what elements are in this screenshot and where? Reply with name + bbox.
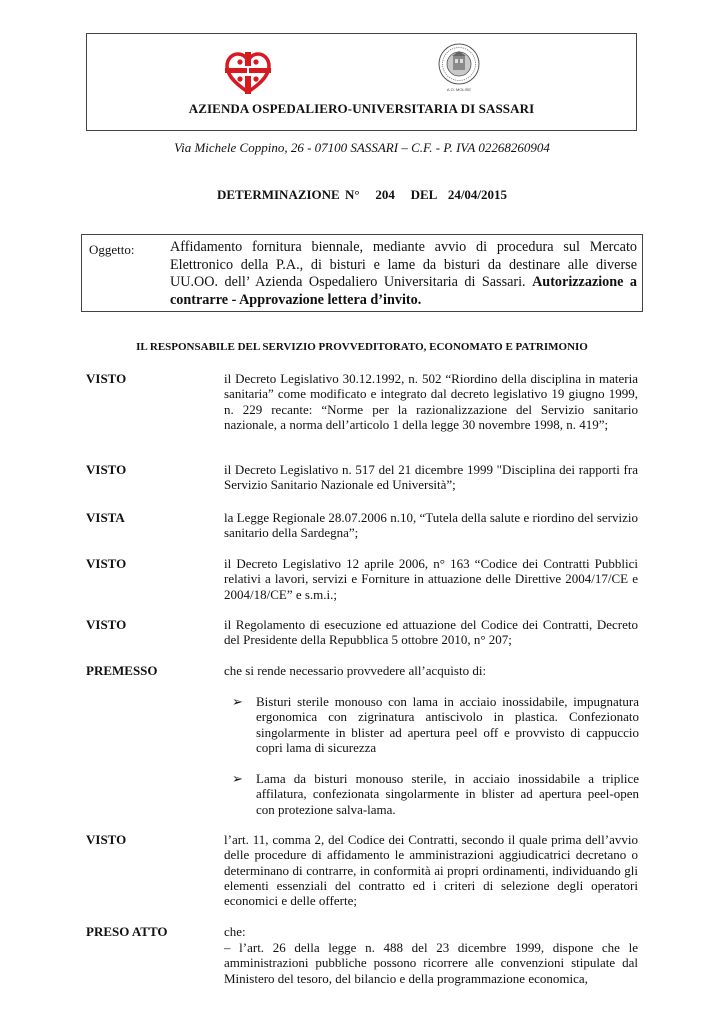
- section-text-preso-atto: che:: [224, 924, 246, 939]
- section-text-vista: la Legge Regionale 28.07.2006 n.10, “Tutela della salute e riordino del servizio sanitario della Sardegna”;: [224, 510, 638, 541]
- svg-text:A.O. MOLISE: A.O. MOLISE: [446, 87, 472, 92]
- section-text-visto-5: l’art. 11, comma 2, del Codice dei Contratti, secondo il quale prima dell’avvio delle procedure di affidamento le amministrazioni aggiudicatrici decretano o determinano di contrarre, in conformità ai propri ordinamenti, individuando gli elementi essenziali del contratto ed i criteri di selezione degli operatori economici e delle offerte;: [224, 832, 638, 909]
- subject-label: Oggetto:: [89, 242, 135, 257]
- subject-text-bold: Autorizzazione a contrarre - Approvazione lettera d’invito.: [170, 274, 638, 308]
- section-text-visto-3: il Decreto Legislativo 12 aprile 2006, n° 163 “Codice dei Contratti Pubblici relativi a lavori, servizi e Forniture in attuazione delle Direttive 2004/17/CE e 2004/18/CE” e s.m.i.;: [224, 556, 638, 602]
- section-label-visto-5: VISTO: [86, 832, 127, 847]
- university-seal-icon: [437, 43, 481, 93]
- section-label-visto-2: VISTO: [86, 462, 127, 477]
- determination-number: 204: [375, 187, 395, 202]
- section-label-visto-4: VISTO: [86, 617, 127, 632]
- arrow-bullet-icon: ➢: [232, 694, 243, 709]
- bullet-text: Bisturi sterile monouso con lama in acciaio inossidabile, impugnatura ergonomica con zigrinatura antiscivolo in plastica. Confezionato singolarmente in blister ad apertura peel off e provvisto di cappuccio copri lama di sicurezza: [256, 694, 639, 755]
- arrow-bullet-icon: ➢: [232, 771, 243, 786]
- hospital-logo-icon: [225, 52, 271, 94]
- determination-del-label: DEL: [410, 187, 438, 202]
- determination-line: [0, 187, 724, 203]
- subject-box: [81, 234, 643, 312]
- section-label-premesso: PREMESSO: [86, 663, 158, 678]
- subject-text: [170, 239, 637, 309]
- organization-name: AZIENDA OSPEDALIERO-UNIVERSITARIA DI SASSARI: [188, 101, 535, 116]
- header-box: [86, 33, 637, 131]
- section-label-visto-1: VISTO: [86, 371, 127, 386]
- determination-date: 24/04/2015: [447, 187, 508, 202]
- section-text-visto-4: il Regolamento di esecuzione ed attuazione del Codice dei Contratti, Decreto del Presidente della Repubblica 5 ottobre 2010, n° 207;: [224, 617, 638, 648]
- section-label-vista: VISTA: [86, 510, 125, 525]
- section-label-preso-atto: PRESO ATTO: [86, 924, 168, 939]
- address-line: Via Michele Coppino, 26 - 07100 SASSARI – C.F. - P. IVA 02268260904: [174, 140, 550, 155]
- section-text-visto-1: il Decreto Legislativo 30.12.1992, n. 502 “Riordino della disciplina in materia sanitaria” come modificato e integrato dal decreto legislativo 19 giugno 1999, n. 229 recante: “Norme per la razionalizzazione del Servizio sanitario nazionale, a norma dell’articolo 1 della legge 30 novembre 1998, n. 419”;: [224, 371, 638, 432]
- subject-text-normal: Affidamento fornitura biennale, mediante avvio di procedura sul Mercato Elettronico della P.A., di bisturi e lame da bisturi da destinare alle diverse UU.OO. dell’ Azienda Ospedaliero Universitaria di Sassari.: [170, 239, 637, 290]
- section-text-premesso: che si rende necessario provvedere all’acquisto di:: [224, 663, 487, 678]
- bullet-text: Lama da bisturi monouso sterile, in acciaio inossidabile a triplice affilatura, confezionata singolarmente in blister ad apertura peel-open con protezione salva-lama.: [256, 771, 639, 817]
- list-item: [232, 771, 639, 817]
- section-text-visto-2: il Decreto Legislativo n. 517 del 21 dicembre 1999 "Disciplina dei rapporti fra Servizio Sanitario Nazionale ed Università”;: [224, 462, 638, 493]
- preso-atto-detail: – l’art. 26 della legge n. 488 del 23 dicembre 1999, dispone che le amministrazioni pubbliche possono ricorrere alle convenzioni stipulate dal Ministero del tesoro, del bilancio e della programmazione economica,: [224, 940, 638, 986]
- list-item: [232, 694, 639, 755]
- section-label-visto-3: VISTO: [86, 556, 127, 571]
- determination-label: DETERMINAZIONE N°: [216, 187, 360, 202]
- responsible-heading: IL RESPONSABILE DEL SERVIZIO PROVVEDITORATO, ECONOMATO E PATRIMONIO: [136, 341, 588, 353]
